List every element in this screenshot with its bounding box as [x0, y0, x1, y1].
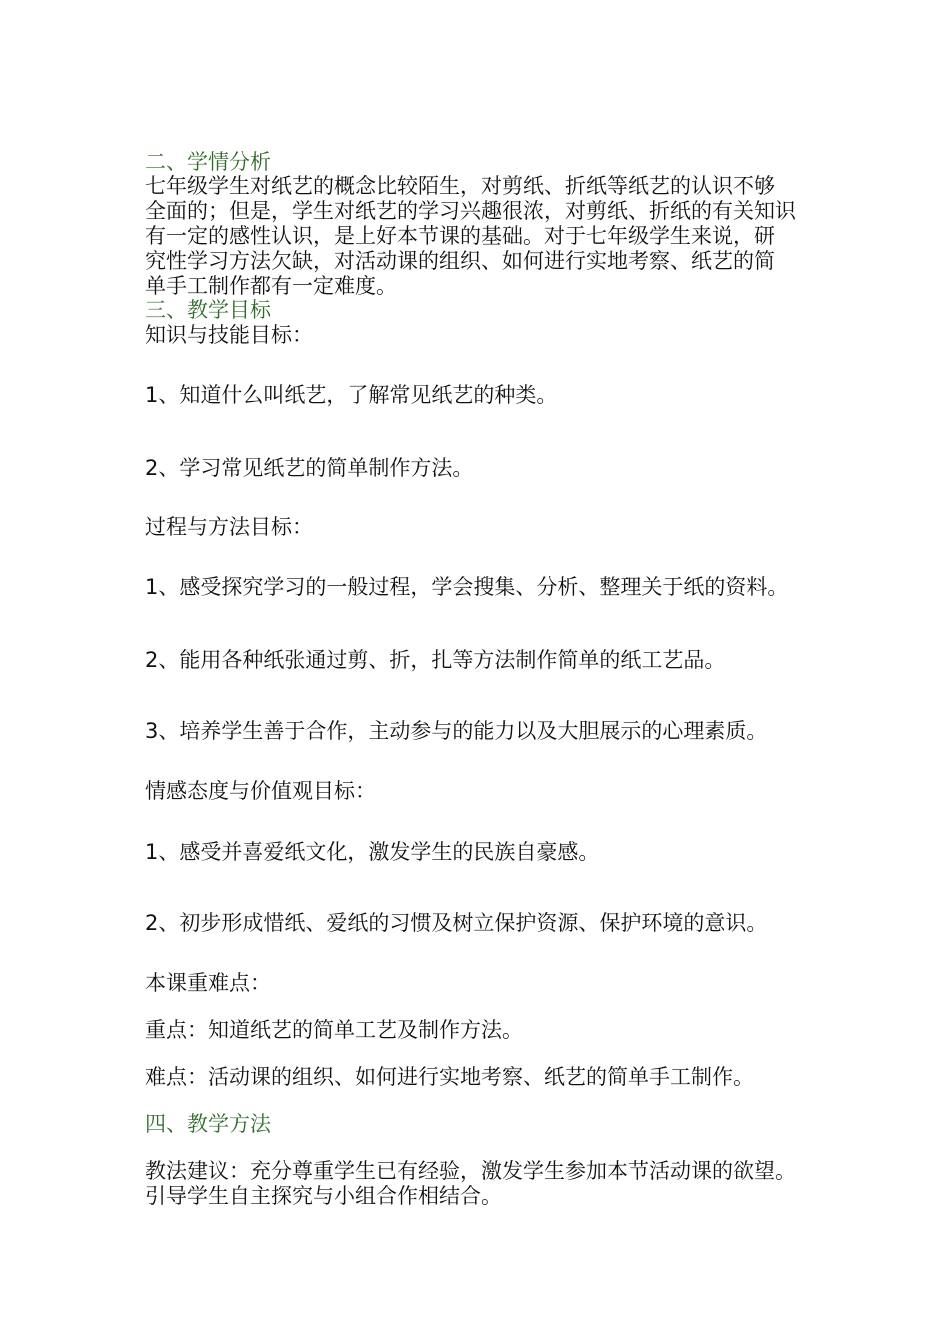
list-item: 2、学习常见纸艺的简单制作方法。: [145, 456, 474, 480]
subheading-key-points: 本课重难点：: [145, 971, 271, 995]
section-heading-learner-analysis: 二、学情分析: [145, 150, 271, 174]
subheading-process-goals: 过程与方法目标：: [145, 515, 313, 539]
paragraph-line: 有一定的感性认识，是上好本节课的基础。对于七年级学生来说，研: [145, 224, 775, 248]
list-item: 1、感受并喜爱纸文化，激发学生的民族自豪感。: [145, 840, 600, 864]
list-item: 3、培养学生善于合作，主动参与的能力以及大胆展示的心理素质。: [145, 719, 768, 743]
section-heading-teaching-methods: 四、教学方法: [145, 1112, 271, 1136]
paragraph-line: 究性学习方法欠缺，对活动课的组织、如何进行实地考察、纸艺的简: [145, 249, 775, 273]
key-point-difficulty: 难点：活动课的组织、如何进行实地考察、纸艺的简单手工制作。: [145, 1065, 754, 1089]
paragraph-line: 全面的；但是，学生对纸艺的学习兴趣很浓，对剪纸、折纸的有关知识: [145, 199, 796, 223]
paragraph-line: 引导学生自主探究与小组合作相结合。: [145, 1184, 502, 1208]
section-heading-teaching-goals: 三、教学目标: [145, 298, 271, 322]
key-point-focus: 重点：知道纸艺的简单工艺及制作方法。: [145, 1018, 523, 1042]
list-item: 1、知道什么叫纸艺，了解常见纸艺的种类。: [145, 383, 558, 407]
list-item: 2、初步形成惜纸、爱纸的习惯及树立保护资源、保护环境的意识。: [145, 911, 768, 935]
list-item: 1、感受探究学习的一般过程，学会搜集、分析、整理关于纸的资料。: [145, 575, 789, 599]
paragraph-line: 教法建议：充分尊重学生已有经验，激发学生参加本节活动课的欲望。: [145, 1159, 796, 1183]
paragraph-line: 单手工制作都有一定难度。: [145, 274, 397, 298]
subheading-emotion-goals: 情感态度与价值观目标：: [145, 779, 376, 803]
subheading-knowledge-goals: 知识与技能目标：: [145, 323, 313, 347]
list-item: 2、能用各种纸张通过剪、折，扎等方法制作简单的纸工艺品。: [145, 648, 726, 672]
paragraph-line: 七年级学生对纸艺的概念比较陌生，对剪纸、折纸等纸艺的认识不够: [145, 174, 775, 198]
